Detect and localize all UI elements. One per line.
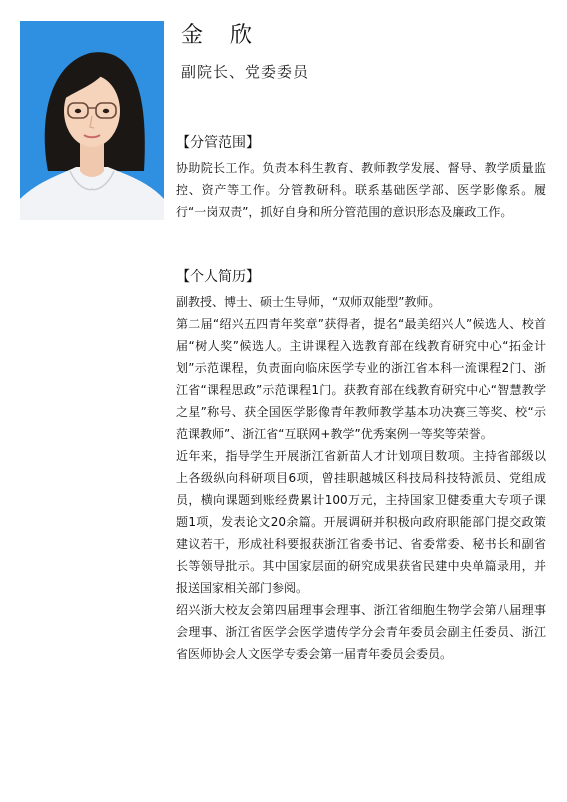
biography-paragraph: 近年来，指导学生开展浙江省新苗人才计划项目数项。主持省部级以上各级纵向科研项目6项，曾挂职越城区科技局科技特派员、党组成员，横向课题到账经费累计100万元，主持国家卫健委重大专项子课题1项，发表论文20余篇。开展调研并积极向政府职能部门提交政策建议若干，形成社科要报获浙江省委书记、省委常委、秘书长和副省长等领导批示。其中国家层面的研究成果获省民建中央单篇录用，并报送国家相关部门参阅。 <box>176 449 546 595</box>
biography-paragraph: 绍兴浙大校友会第四届理事会理事、浙江省细胞生物学会第八届理事会理事、浙江省医学会医学遗传学分会青年委员会副主任委员、浙江省医师协会人文医学专委会第一届青年委员会委员。 <box>176 603 546 661</box>
biography-paragraph: 第二届“绍兴五四青年奖章”获得者，提名“最美绍兴人”候选人、校首届“树人奖”候选人。主讲课程入选教育部在线教育研究中心“拓金计划”示范课程，负责面向临床医学专业的浙江省本科一流课程2门、浙江省“课程思政”示范课程1门。获教育部在线教育研究中心“智慧教学之星”称号、获全国医学影像青年教师教学基本功决赛三等奖、校“示范课教师”、浙江省“互联网+教学”优秀案例一等奖等荣誉。 <box>176 317 546 441</box>
biography-heading: 【个人简历】 <box>176 269 260 285</box>
person-name: 金 欣 <box>181 23 262 48</box>
responsibilities-heading: 【分管范围】 <box>176 135 260 151</box>
biography-section <box>176 267 546 665</box>
biography-paragraph: 副教授、博士、硕士生导师，“双师双能型”教师。 <box>176 295 441 309</box>
profile-photo <box>20 21 164 220</box>
person-role: 副院长、党委委员 <box>181 63 310 81</box>
portrait-image <box>20 21 164 220</box>
responsibilities-section <box>176 133 546 223</box>
responsibilities-text: 协助院长工作。负责本科生教育、教师教学发展、督导、教学质量监控、资产等工作。分管教研科。联系基础医学部、医学影像系。履行“一岗双责”，抓好自身和所分管范围的意识形态及廉政工作。 <box>176 161 546 219</box>
